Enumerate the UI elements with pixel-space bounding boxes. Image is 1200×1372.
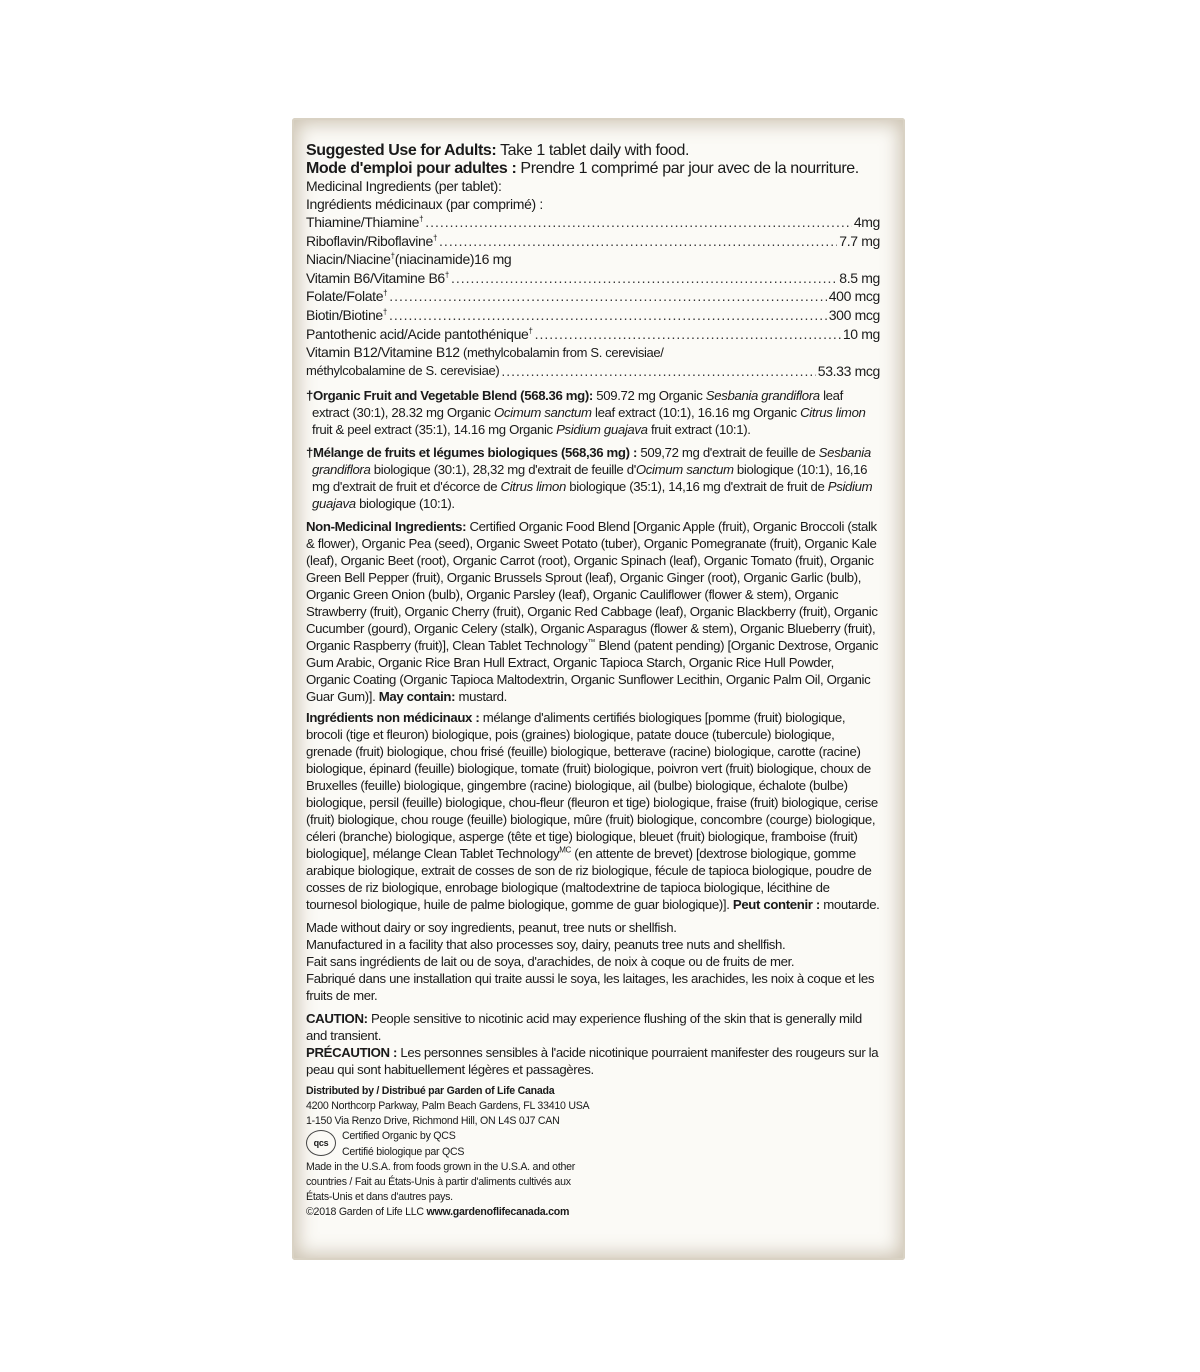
suggested-use-en-text: Take 1 tablet daily with food. — [496, 142, 690, 159]
cert-en: Certified Organic by QCS — [342, 1130, 456, 1143]
certification-text — [342, 1129, 464, 1159]
botanical-name: Sesbania grandiflora — [312, 444, 871, 477]
botanical-name: Psidium guajava — [312, 478, 873, 511]
ingredient-row-b12-line2 — [306, 362, 880, 381]
caution-text-en: People sensitive to nicotinic acid may experience flushing of the skin that is generally mild and transient. — [306, 1010, 862, 1043]
ingredient-row-folate — [306, 287, 880, 306]
botanical-name: Citrus limon — [800, 404, 866, 420]
ingredient-name: Niacin/Niacine — [306, 251, 391, 268]
caution-text-fr: Les personnes sensibles à l'acide nicotinique pourraient manifester des rougeurs sur la peau qui sont habituellement légères et passagères. — [306, 1044, 879, 1077]
allergen-statements — [306, 919, 880, 1004]
blend-text: 509,72 mg d'extrait de feuille de — [637, 444, 819, 460]
medicinal-heading-fr: Ingrédients médicinaux (par comprimé) : — [306, 195, 543, 212]
blend-note-en — [306, 387, 880, 438]
dagger-mark: † — [306, 444, 313, 460]
dagger-mark: † — [382, 307, 387, 317]
allergen-line: Made without dairy or soy ingredients, peanut, tree nuts or shellfish. — [306, 919, 677, 935]
dagger-mark: † — [528, 325, 533, 335]
non-medicinal-en — [306, 518, 880, 705]
dagger-mark: † — [306, 387, 313, 403]
ingredient-amount: 10 mg — [842, 325, 880, 342]
leader-dots — [439, 232, 837, 251]
blend-text: fruit extract (10:1). — [647, 421, 751, 437]
botanical-name: Ocimum sanctum — [493, 404, 592, 420]
non-medicinal-text: Blend (patent pending) [Organic Dextrose, Organic Gum Arabic, Organic Rice Bran Hull Extract, Organic Tapioca Starch, Organic Rice Hull Powder, Organic Coating (Organic Tapioca Maltodextrin, Organic Sunflower Lecithin, Organic Palm Oil, Organic Guar Gum)]. — [306, 637, 879, 704]
label-content — [306, 142, 880, 1221]
ingredient-amount: 400 mcg — [828, 288, 880, 305]
blend-text: fruit & peel extract (35:1), 14.16 mg Organic — [312, 421, 557, 437]
ingredient-row-vitamin-b6 — [306, 269, 880, 288]
leader-dots — [389, 306, 827, 325]
leader-dots — [501, 362, 815, 381]
botanical-name: Citrus limon — [500, 478, 566, 494]
leader-dots — [535, 325, 841, 344]
ingredient-name: Biotin/Biotine — [306, 306, 383, 323]
ingredient-name: Folate/Folate — [306, 288, 384, 305]
ingredient-row-thiamine — [306, 213, 880, 232]
botanical-name: Ocimum sanctum — [635, 461, 734, 477]
blend-text: biologique (10:1), 16,16 mg d'extrait de fruit et d'écorce de — [312, 461, 868, 494]
dagger-mark: † — [444, 270, 449, 280]
suggested-use-fr-text: Prendre 1 comprimé par jour avec de la nourriture. — [516, 160, 859, 177]
allergen-line: Manufactured in a facility that also processes soy, dairy, peanuts tree nuts and shellfish. — [306, 936, 786, 952]
ingredient-amount: 4mg — [853, 214, 880, 230]
cert-fr: Certifié biologique par QCS — [342, 1145, 465, 1158]
copyright-line — [306, 1205, 880, 1220]
suggested-use-en-label: Suggested Use for Adults: — [306, 142, 497, 159]
ingredient-row-pantothenic-acid — [306, 325, 880, 344]
b12-source-line2: méthylcobalamine de S. cerevisiae) — [306, 363, 500, 379]
blend-note-fr — [306, 444, 880, 512]
ingredient-suffix: (niacinamide)16 mg — [394, 251, 512, 268]
address-usa: 4200 Northcorp Parkway, Palm Beach Gardens, FL 33410 USA — [306, 1099, 590, 1112]
blend-text: biologique (30:1), 28,32 mg d'extrait de feuille d' — [370, 461, 636, 477]
ingredient-list — [306, 213, 880, 381]
suggested-use-fr — [306, 160, 880, 178]
leader-dots — [451, 269, 837, 288]
blend-label-fr: Mélange de fruits et légumes biologiques (568,36 mg) : — [312, 444, 638, 460]
blend-text: 509.72 mg Organic — [592, 387, 706, 403]
ingredient-row-riboflavin — [306, 232, 880, 251]
suggested-use-en — [306, 142, 880, 160]
blend-label-en: Organic Fruit and Vegetable Blend (568.36 mg): — [312, 387, 593, 403]
may-contain-text: mustard. — [455, 688, 507, 704]
ingredient-row-biotin — [306, 306, 880, 325]
ingredient-row-b12-line1 — [306, 343, 880, 362]
dagger-mark: † — [390, 251, 395, 261]
medicinal-heading-en: Medicinal Ingredients (per tablet): — [306, 178, 502, 194]
ingredient-amount: 53.33 mcg — [817, 363, 880, 380]
b12-source-line1: (methylcobalamin from S. cerevisiae/ — [459, 345, 664, 361]
blend-text: leaf extract (10:1), 16.16 mg Organic — [591, 404, 801, 420]
caution-fr — [306, 1044, 880, 1078]
address-canada: 1-150 Via Renzo Drive, Richmond Hill, ON L4S 0J7 CAN — [306, 1115, 560, 1128]
allergen-line: Fait sans ingrédients de lait ou de soya, d'arachides, de noix à coque ou de fruits de mer. — [306, 953, 795, 969]
ingredient-name: Vitamin B6/Vitamine B6 — [306, 269, 445, 286]
caution-label-fr: PRÉCAUTION : — [306, 1044, 398, 1060]
leader-dots — [425, 213, 852, 232]
dagger-mark: † — [419, 214, 424, 224]
certification-row — [306, 1129, 880, 1159]
non-medicinal-label-en: Non-Medicinal Ingredients: — [306, 518, 467, 534]
non-medicinal-label-fr: Ingrédients non médicinaux : — [306, 709, 480, 725]
may-contain-label: Peut contenir : — [732, 896, 820, 912]
ingredient-amount: 8.5 mg — [839, 269, 880, 286]
botanical-name: Psidium guajava — [556, 421, 648, 437]
non-medicinal-text: mélange d'aliments certifiés biologiques [pomme (fruit) biologique, brocoli (tige et fleuron) biologique, pois (graines) biologique, patate douce (tubercule) biologique, grenade (fruit) biologique, chou frisé (feuille) biologique, betterave (racine) biologique, carotte (racine) biologique, épinard (feuille) biologique, tomate (fruit) biologique, poivron vert (fruit) biologique, choux de Bruxelles (feuille) biologique, gingembre (racine) biologique, ail (bulbe) biologique, échalote (bulbe) biologique, persil (feuille) biologique, chou-fleur (fleuron et tige) biologique, fraise (fruit) biologique, cerise (fruit) biologique, chou rouge (feuille) biologique, mûre (fruit) biologique, concombre (courge) biologique, céleri (branche) biologique, asperge (tête et tige) biologique, bleuet (fruit) biologique, framboise (fruit) biologique], mélange Clean Tablet Technology — [306, 709, 878, 861]
may-contain-text: moutarde. — [819, 896, 880, 912]
non-medicinal-text: Certified Organic Food Blend [Organic Apple (fruit), Organic Broccoli (stalk & flower), Organic Pea (seed), Organic Sweet Potato (tuber), Organic Pomegranate (fruit), Organic Kale (leaf), Organic Beet (root), Organic Carrot (root), Organic Spinach (leaf), Organic Tomato (fruit), Organic Green Bell Pepper (fruit), Organic Brussels Sprout (leaf), Organic Ginger (root), Organic Garlic (bulb), Organic Green Onion (bulb), Organic Parsley (leaf), Organic Cauliflower (flower & stem), Organic Strawberry (fruit), Organic Cherry (fruit), Organic Red Cabbage (leaf), Organic Blackberry (fruit), Organic Cucumber (gourd), Organic Celery (stalk), Organic Asparagus (flower & stem), Organic Blueberry (fruit), Organic Raspberry (fruit)], Clean Tablet Technology — [306, 518, 878, 653]
may-contain-label: May contain: — [378, 688, 456, 704]
qcs-logo-icon: qcs — [306, 1130, 336, 1156]
non-medicinal-text: (en attente de brevet) [dextrose biologique, gomme arabique biologique, extrait de cosses de son de riz biologique, fécule de tapioca biologique, poudre de cosses de riz biologique, enrobage biologique (maltodextrine de tapioca biologique, lécithine de tournesol biologique, huile de palme biologique, gomme de guar biologique)]. — [306, 845, 872, 912]
ingredient-name: Riboflavin/Riboflavine — [306, 232, 433, 249]
botanical-name: Sesbania grandiflora — [705, 387, 820, 403]
ingredient-name: Pantothenic acid/Acide pantothénique — [306, 325, 529, 342]
ingredient-row-niacin — [306, 250, 880, 269]
distributor-label: Distributed by / Distribué par Garden of Life Canada — [306, 1084, 555, 1097]
suggested-use-fr-label: Mode d'emploi pour adultes : — [306, 160, 517, 177]
dagger-mark: † — [432, 232, 438, 242]
copyright: ©2018 Garden of Life LLC — [306, 1206, 427, 1219]
dagger-mark: † — [383, 288, 388, 298]
trademark-mark: MC — [559, 845, 571, 855]
leader-dots — [389, 287, 826, 306]
website-link[interactable]: www.gardenoflifecanada.com — [426, 1206, 570, 1219]
caution-en — [306, 1010, 880, 1044]
caution-label-en: CAUTION: — [306, 1010, 368, 1026]
ingredient-amount: 300 mcg — [828, 306, 880, 323]
ingredient-name: Thiamine/Thiamine — [306, 214, 420, 230]
blend-text: leaf extract (30:1), 28.32 mg Organic — [312, 387, 843, 420]
allergen-line: Fabriqué dans une installation qui traite aussi le soya, les laitages, les arachides, les noix à coque et les fruits de mer. — [306, 970, 875, 1003]
ingredient-name: Vitamin B12/Vitamine B12 — [306, 344, 460, 361]
blend-text: biologique (10:1). — [355, 495, 455, 511]
made-in-statement: Made in the U.S.A. from foods grown in the U.S.A. and other countries / Fait au États-Unis à partir d'aliments cultivés aux États-Unis et dans d'autres pays. — [306, 1160, 576, 1204]
ingredient-amount: 7.7 mg — [839, 232, 880, 249]
distributor-block — [306, 1084, 880, 1221]
blend-text: biologique (35:1), 14,16 mg d'extrait de fruit de — [565, 478, 828, 494]
non-medicinal-fr — [306, 709, 880, 913]
trademark-mark: ™ — [587, 637, 596, 647]
